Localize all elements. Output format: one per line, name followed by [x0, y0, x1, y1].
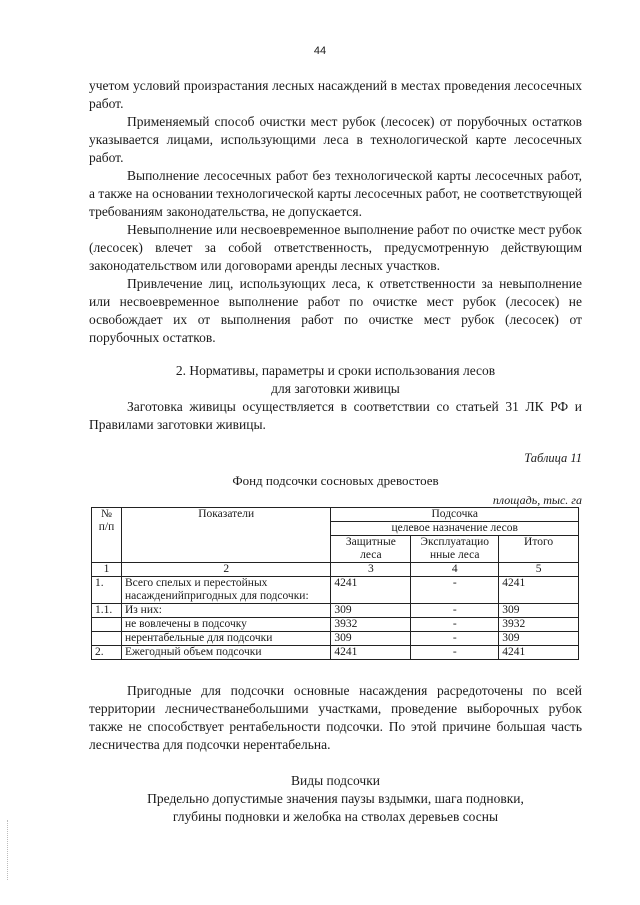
section-heading-line2: для заготовки живицы [271, 381, 400, 396]
row-exploitation: - [411, 632, 499, 646]
header-num: № п/п [92, 508, 122, 563]
table-row [92, 604, 579, 618]
row-num: 1.1. [92, 604, 122, 618]
row-protective: 309 [331, 632, 411, 646]
table-row [92, 618, 579, 632]
row-total: 309 [499, 632, 579, 646]
paragraph-liability: Невыполнение или несвоевременное выполнение работ по очистке мест рубок (лесосек) влечет за собой ответственность, предусмотренную действующим законодательством или договорами аренды лесных участков. [89, 222, 582, 273]
page-content [89, 77, 582, 826]
row-indicator: Всего спелых и перестойных насажденийпригодных для подсочки: [121, 577, 330, 604]
resin-fund-table [91, 507, 579, 660]
table-row [92, 577, 579, 604]
row-exploitation: - [411, 646, 499, 660]
header-protective: Защитные леса [331, 536, 411, 563]
row-total: 309 [499, 604, 579, 618]
page-number: 44 [313, 45, 327, 57]
types-subheading [89, 790, 582, 826]
column-number: 5 [499, 563, 579, 577]
types-heading: Виды подсочки [291, 773, 380, 788]
row-num [92, 632, 122, 646]
column-number: 2 [121, 563, 330, 577]
row-total: 3932 [499, 618, 579, 632]
table-units: площадь, тыс. га [492, 493, 582, 507]
header-group: Подсочка [331, 508, 579, 522]
section-heading [89, 362, 582, 398]
row-protective: 3932 [331, 618, 411, 632]
table-row [92, 632, 579, 646]
paragraph-no-tech-map: Выполнение лесосечных работ без технологической карты лесосечных работ, а также на основании технологической карты лесосечных работ, не соответствующей требованиям законодательства, не допускается. [89, 168, 582, 219]
header-exploitation: Эксплуатацио нные леса [411, 536, 499, 563]
intro-paragraphs [89, 77, 582, 347]
row-protective: 309 [331, 604, 411, 618]
row-exploitation: - [411, 618, 499, 632]
margin-scan-marks [7, 820, 10, 880]
column-number: 4 [411, 563, 499, 577]
row-protective: 4241 [331, 646, 411, 660]
row-indicator: Ежегодный объем подсочки [121, 646, 330, 660]
row-indicator: Из них: [121, 604, 330, 618]
table-title: Фонд подсочки сосновых древостоев [232, 473, 439, 488]
row-total: 4241 [499, 646, 579, 660]
row-num [92, 618, 122, 632]
row-num: 1. [92, 577, 122, 604]
row-indicator: нерентабельные для подсочки [121, 632, 330, 646]
types-subheading-line1: Предельно допустимые значения паузы вздымки, шага подновки, [147, 791, 524, 806]
row-exploitation: - [411, 577, 499, 604]
paragraph-no-release: Привлечение лиц, использующих леса, к ответственности за невыполнение или несвоевременное выполнение работ по очистке мест рубок (лесосек) не освобождает их от выполнения работ по очистке мест рубок (лесосек) от порубочных остатков. [89, 276, 582, 345]
table-caption: Таблица 11 [524, 451, 582, 465]
header-indicator: Показатели [121, 508, 330, 563]
row-indicator: не вовлечены в подсочку [121, 618, 330, 632]
paragraph-cleaning-method: Применяемый способ очистки мест рубок (лесосек) от порубочных остатков указывается лицами, использующими леса в технологической карте лесосечных работ. [89, 114, 582, 165]
header-subgroup: целевое назначение лесов [331, 522, 579, 536]
header-total: Итого [499, 536, 579, 563]
row-exploitation: - [411, 604, 499, 618]
types-subheading-line2: глубины подновки и желобка на стволах деревьев сосны [172, 809, 499, 824]
row-protective: 4241 [331, 577, 411, 604]
column-number: 3 [331, 563, 411, 577]
section-paragraph: Заготовка живицы осуществляется в соответствии со статьей 31 ЛК РФ и Правилами заготовки живицы. [89, 399, 582, 432]
column-numbers-row [92, 563, 579, 577]
after-table-paragraph: Пригодные для подсочки основные насаждения расредоточены по всей территории лесничестванебольшими участками, проведение выборочных рубок также не способствует рентабельности подсочки. По этой причине большая часть лесничества для подсочки нерентабельна. [89, 683, 582, 752]
section-heading-line1: 2. Нормативы, параметры и сроки использования лесов [175, 363, 496, 378]
table-row [92, 646, 579, 660]
row-total: 4241 [499, 577, 579, 604]
column-number: 1 [92, 563, 122, 577]
paragraph-continuation: учетом условий произрастания лесных насаждений в местах проведения лесосечных работ. [89, 78, 582, 111]
row-num: 2. [92, 646, 122, 660]
